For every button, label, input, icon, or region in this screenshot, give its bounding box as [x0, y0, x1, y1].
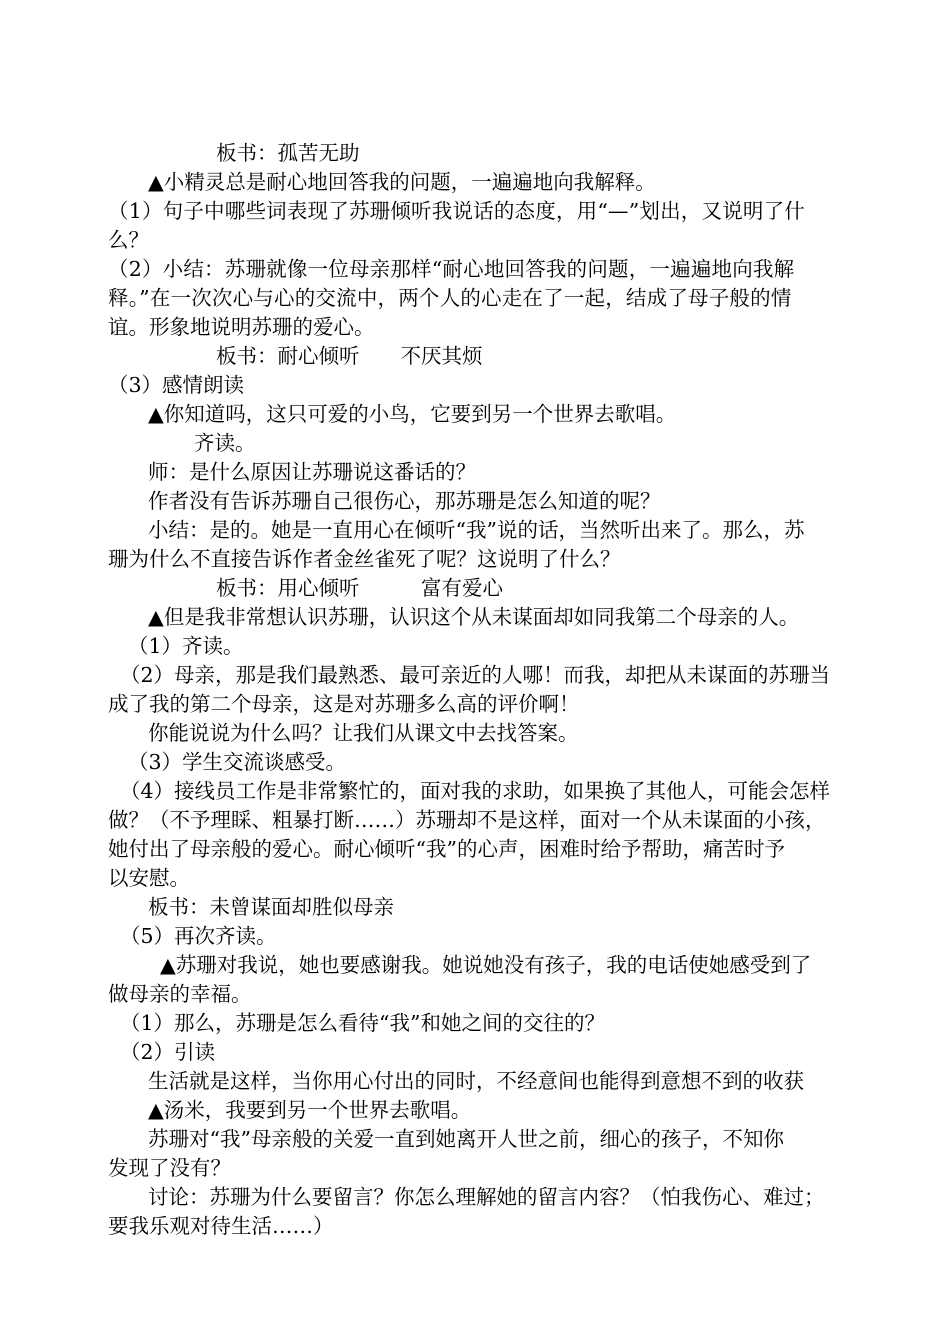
- blackboard-note: 板书：孤苦无助: [216, 141, 360, 165]
- body-line: （2）母亲，那是我们最熟悉、最可亲近的人哪！而我，却把从未谋面的苏珊当: [120, 663, 831, 687]
- body-line: 发现了没有？: [108, 1156, 231, 1180]
- body-line: （4）接线员工作是非常繁忙的，面对我的求助，如果换了其他人，可能会怎样: [120, 779, 831, 803]
- body-line: 讨论：苏珊为什么要留言？你怎么理解她的留言内容？（怕我伤心、难过；: [148, 1185, 825, 1209]
- blackboard-note: 板书：耐心倾听 不厌其烦: [216, 344, 483, 368]
- body-line: （5）再次齐读。: [120, 924, 277, 948]
- body-line: 生活就是这样，当你用心付出的同时，不经意间也能得到意想不到的收获: [148, 1069, 804, 1093]
- body-line: 要我乐观对待生活……）: [108, 1214, 334, 1238]
- body-line: 小结：是的。她是一直用心在倾听“我”说的话，当然听出来了。那么，苏: [148, 518, 805, 542]
- quote-line: ▲小精灵总是耐心地回答我的问题，一遍遍地向我解释。: [148, 170, 656, 194]
- body-line: （1）齐读。: [128, 634, 244, 658]
- body-line: 齐读。: [194, 431, 256, 455]
- body-line: 以安慰。: [108, 866, 190, 890]
- body-line: 做母亲的幸福。: [108, 982, 252, 1006]
- quote-line: ▲苏珊对我说，她也要感谢我。她说她没有孩子，我的电话使她感受到了: [160, 953, 812, 977]
- body-line: 释。”在一次次心与心的交流中，两个人的心走在了一起，结成了母子般的情: [108, 286, 792, 310]
- body-line: 作者没有告诉苏珊自己很伤心，那苏珊是怎么知道的呢？: [148, 489, 661, 513]
- blackboard-note: 板书：用心倾听 富有爱心: [216, 576, 503, 600]
- quote-line: ▲你知道吗，这只可爱的小鸟，它要到另一个世界去歌唱。: [148, 402, 677, 426]
- body-line: 做？（不予理睬、粗暴打断……）苏珊却不是这样，面对一个从未谋面的小孩，: [108, 808, 826, 832]
- blackboard-note: 板书：未曾谋面却胜似母亲: [148, 895, 394, 919]
- body-line: （3）感情朗读: [108, 373, 245, 397]
- body-line: （3）学生交流谈感受。: [128, 750, 347, 774]
- quote-line: ▲汤米，我要到另一个世界去歌唱。: [148, 1098, 472, 1122]
- body-line: （1）那么，苏珊是怎么看待“我”和她之间的交往的？: [120, 1011, 606, 1035]
- body-line: 师：是什么原因让苏珊说这番话的？: [148, 460, 476, 484]
- body-line: 苏珊对“我”母亲般的关爱一直到她离开人世之前，细心的孩子，不知你: [148, 1127, 784, 1151]
- body-line: 她付出了母亲般的爱心。耐心倾听“我”的心声，困难时给予帮助，痛苦时予: [108, 837, 785, 861]
- body-line: （2）引读: [120, 1040, 216, 1064]
- quote-line: ▲但是我非常想认识苏珊，认识这个从未谋面却如同我第二个母亲的人。: [148, 605, 800, 629]
- body-line: 你能说说为什么吗？让我们从课文中去找答案。: [148, 721, 579, 745]
- body-line: （1）句子中哪些词表现了苏珊倾听我说话的态度，用“—”划出，又说明了什: [108, 199, 806, 223]
- body-line: 珊为什么不直接告诉作者金丝雀死了呢？这说明了什么？: [108, 547, 621, 571]
- body-line: 谊。形象地说明苏珊的爱心。: [108, 315, 375, 339]
- body-line: 成了我的第二个母亲，这是对苏珊多么高的评价啊！: [108, 692, 580, 716]
- body-line: （2）小结：苏珊就像一位母亲那样“耐心地回答我的问题，一遍遍地向我解: [108, 257, 795, 281]
- body-line: 么？: [108, 228, 149, 252]
